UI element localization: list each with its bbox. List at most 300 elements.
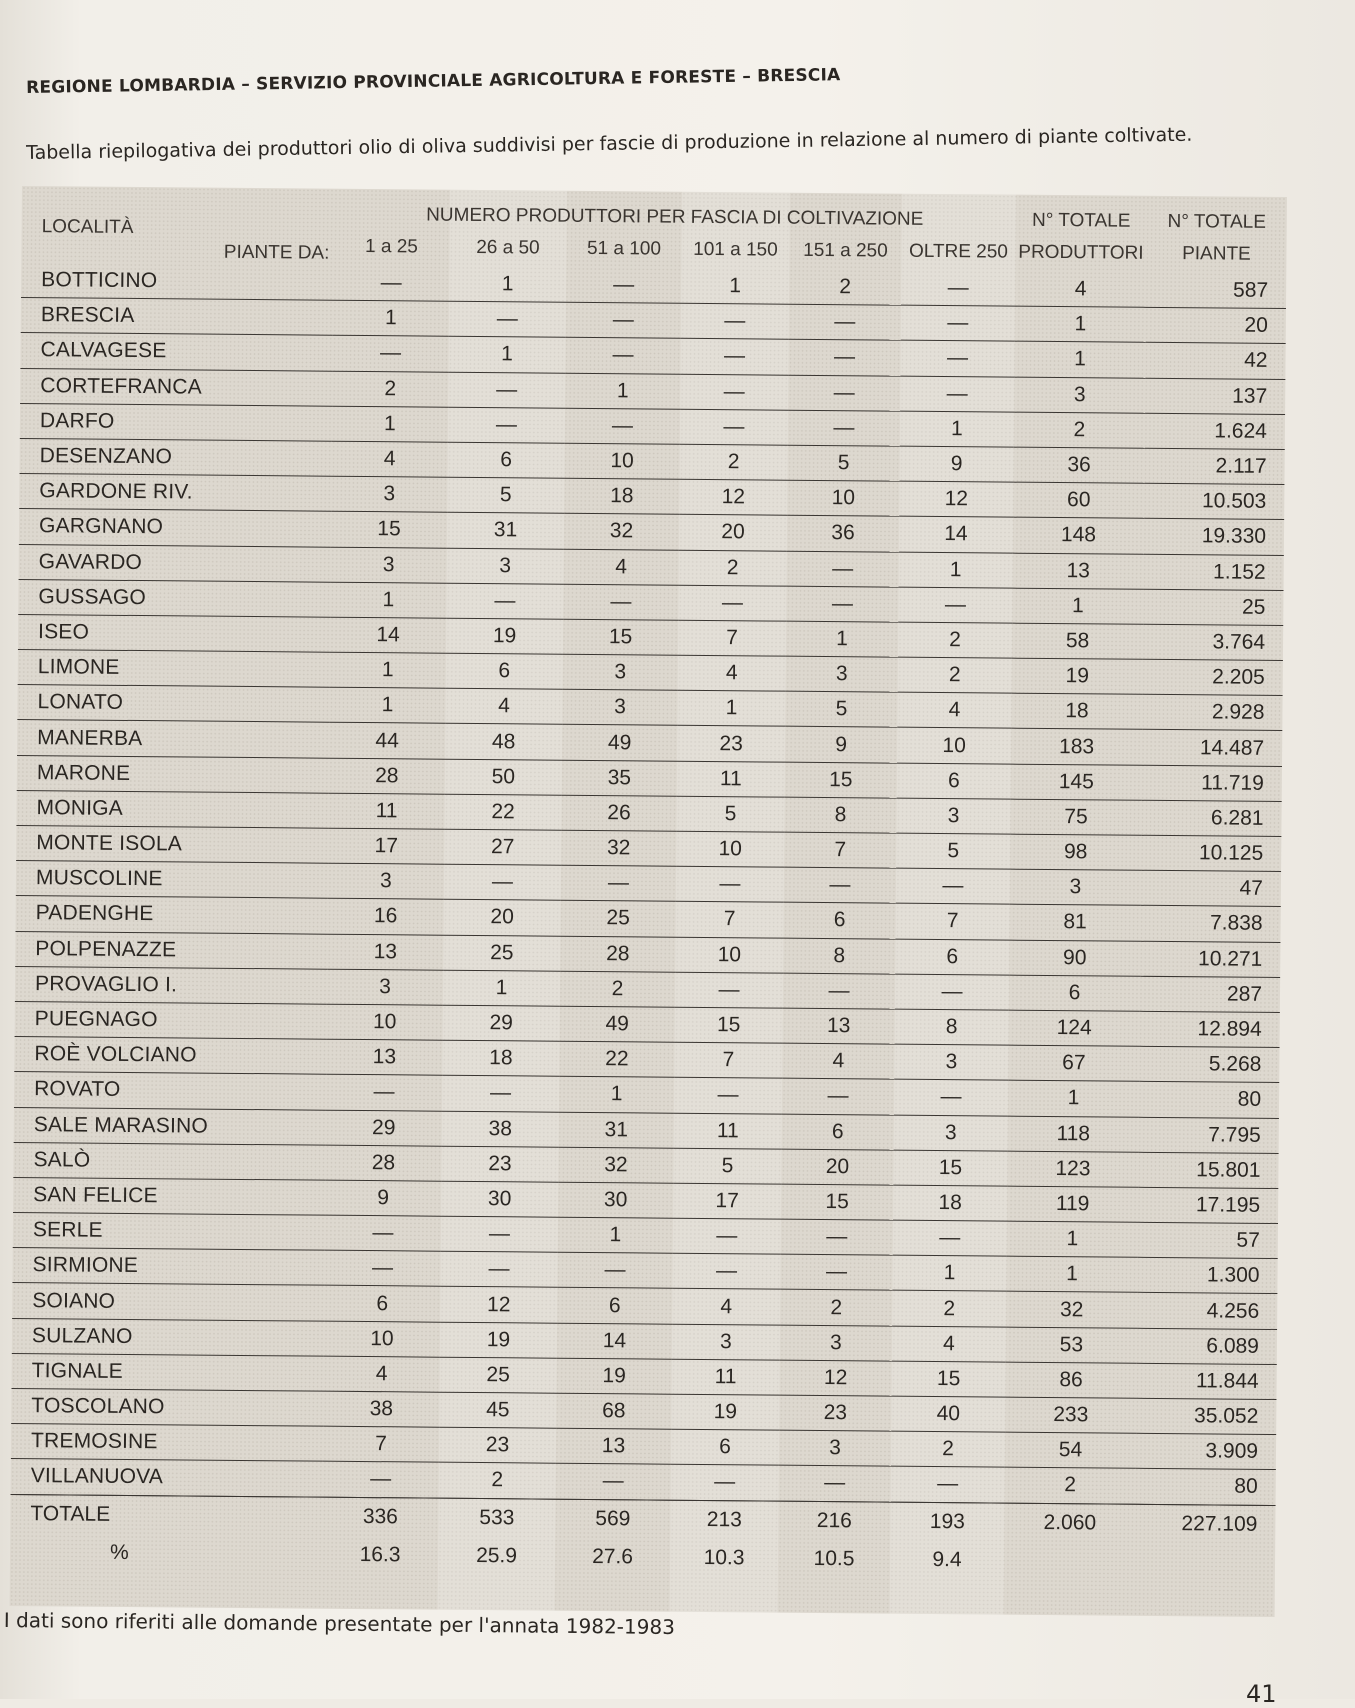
total-producers-header-2: PRODUTTORI — [1018, 241, 1144, 264]
band-header: 1 a 25 — [364, 235, 418, 258]
producers-count-cell: 1 — [330, 652, 446, 688]
percent-cell: 10.5 — [813, 1546, 855, 1570]
producers-count-cell: — — [673, 1218, 781, 1254]
producers-count-cell: 3 — [328, 863, 444, 899]
total-producers-cell: 6 — [1009, 975, 1140, 1011]
producers-count-cell: 11 — [328, 793, 444, 829]
producers-count-cell: 6 — [895, 939, 1009, 975]
producers-count-cell: 3 — [331, 547, 447, 583]
producers-count-cell: 14 — [899, 516, 1013, 552]
locality-name: SAN FELICE — [13, 1177, 325, 1215]
producers-count-cell: 31 — [447, 513, 564, 549]
producers-count-cell: 32 — [564, 514, 679, 550]
locality-name: VILLANUOVA — [11, 1459, 323, 1497]
producers-count-cell: 3 — [780, 1325, 892, 1361]
producers-count-cell: 30 — [441, 1181, 558, 1217]
producers-count-cell: 3 — [672, 1324, 780, 1360]
producers-count-cell: 3 — [562, 689, 677, 725]
locality-name: SIRMIONE — [12, 1248, 324, 1286]
total-plants-cell: 287 — [1140, 976, 1280, 1012]
producers-count-cell: 2 — [679, 550, 787, 586]
producers-count-cell: 2 — [332, 371, 448, 407]
total-plants-cell: 1.300 — [1137, 1258, 1277, 1294]
producers-count-cell: — — [446, 583, 563, 619]
producers-count-cell: — — [789, 304, 901, 340]
producers-count-cell: 23 — [677, 726, 785, 762]
producers-count-cell: 15 — [891, 1361, 1005, 1397]
total-producers-cell: 183 — [1011, 729, 1142, 765]
total-plants-cell: 12.894 — [1140, 1011, 1280, 1047]
producers-count-cell: 20 — [679, 515, 787, 551]
locality-name: DARFO — [20, 403, 332, 441]
producers-count-cell: 25 — [439, 1357, 556, 1393]
percent-label: % — [109, 1540, 129, 1564]
producers-count-cell: 28 — [560, 936, 675, 972]
band-header: 151 a 250 — [803, 239, 888, 262]
producers-count-cell: 6 — [782, 1114, 894, 1150]
producers-count-cell: — — [901, 305, 1015, 341]
locality-name: PUEGNAGO — [15, 1001, 327, 1039]
producers-count-cell: 1 — [330, 582, 446, 618]
total-plants-cell: 47 — [1141, 870, 1281, 906]
total-cell: 569 — [595, 1506, 631, 1530]
producers-count-cell: 7 — [675, 902, 783, 938]
locality-name: GAVARDO — [19, 544, 331, 582]
producers-count-cell: 19 — [446, 618, 563, 654]
producers-count-cell: 7 — [674, 1042, 782, 1078]
producers-count-cell: 1 — [332, 406, 448, 442]
producers-count-cell: 29 — [326, 1110, 442, 1146]
producers-count-cell: 32 — [561, 830, 676, 866]
localita-header: LOCALITÀ — [41, 216, 134, 238]
producers-count-cell: 15 — [675, 1007, 783, 1043]
locality-name: LIMONE — [18, 650, 330, 688]
producers-count-cell: 1 — [565, 373, 680, 409]
producers-count-cell: — — [565, 338, 680, 374]
producers-count-cell: 6 — [897, 763, 1011, 799]
localita-header-cell — [21, 186, 334, 266]
producers-count-cell: — — [900, 376, 1014, 412]
locality-name: SULZANO — [12, 1318, 324, 1356]
locality-name: ROVATO — [14, 1072, 326, 1110]
total-plants-cell: 10.125 — [1141, 835, 1281, 871]
producers-count-cell: 50 — [445, 759, 562, 795]
producers-count-cell: 45 — [439, 1392, 556, 1428]
producers-count-cell: 25 — [560, 901, 675, 937]
total-plants-cell: 3.764 — [1143, 624, 1283, 660]
producers-count-cell: 19 — [440, 1322, 557, 1358]
producers-count-cell: 22 — [444, 794, 561, 830]
total-plants-cell: 1.624 — [1145, 413, 1285, 449]
locality-name: POLPENAZZE — [15, 931, 327, 969]
percent-cell: 16.3 — [359, 1542, 401, 1566]
producers-count-cell: 1 — [449, 267, 566, 303]
producers-count-cell: — — [779, 1466, 891, 1502]
total-cell: 336 — [362, 1504, 399, 1528]
locality-name: BOTTICINO — [21, 263, 333, 300]
total-plants-cell: 17.195 — [1138, 1187, 1278, 1223]
locality-name: SALE MARASINO — [14, 1107, 326, 1145]
producers-count-cell: 1 — [892, 1255, 1006, 1291]
producers-count-cell: 2 — [439, 1463, 556, 1499]
producers-count-cell: 15 — [893, 1150, 1007, 1186]
locality-name: GARGNANO — [19, 509, 331, 547]
total-plants-cell: 2.205 — [1143, 659, 1283, 695]
locality-name: MUSCOLINE — [16, 861, 328, 899]
producers-count-cell: 3 — [331, 476, 447, 512]
producers-count-cell: 1 — [443, 970, 560, 1006]
producers-count-cell: — — [678, 585, 786, 621]
total-plants-cell: 80 — [1136, 1469, 1276, 1505]
total-producers-cell: 3 — [1014, 377, 1145, 413]
total-producers-cell: 1 — [1006, 1256, 1137, 1292]
producers-count-cell: 10 — [897, 728, 1011, 764]
producers-count-cell: 6 — [557, 1288, 672, 1324]
producers-count-cell: 2 — [560, 971, 675, 1007]
producers-count-cell: 1 — [329, 687, 445, 723]
total-producers-cell: 67 — [1008, 1045, 1139, 1081]
producers-count-cell: 30 — [558, 1182, 673, 1218]
locality-name: BRESCIA — [21, 298, 333, 336]
total-plants-cell: 10.271 — [1140, 941, 1280, 977]
producers-count-cell: 4 — [445, 688, 562, 724]
total-producers-cell: 3 — [1010, 869, 1141, 905]
producers-count-cell: — — [566, 302, 681, 338]
header-row-1 — [22, 186, 1287, 236]
producers-count-cell: 10 — [787, 480, 899, 516]
total-plants-cell: 1.152 — [1144, 554, 1284, 590]
producers-count-cell: 5 — [676, 796, 784, 832]
producers-count-cell: 32 — [558, 1147, 673, 1183]
producers-count-cell: 23 — [779, 1395, 891, 1431]
producers-count-cell: 68 — [556, 1393, 671, 1429]
producers-count-cell: 14 — [330, 617, 446, 653]
total-plants-cell: 11.719 — [1142, 765, 1282, 801]
producers-count-cell: — — [784, 867, 896, 903]
total-cell: 2.060 — [1043, 1510, 1097, 1534]
producers-count-cell: 49 — [560, 1006, 675, 1042]
producers-count-cell: 2 — [780, 1290, 892, 1326]
total-cell: 193 — [929, 1509, 965, 1533]
total-producers-cell: 1 — [1012, 588, 1143, 624]
producers-count-cell: — — [896, 868, 1010, 904]
locality-name: TIGNALE — [12, 1353, 324, 1391]
total-producers-cell: 1 — [1008, 1080, 1139, 1116]
total-producers-cell: 81 — [1009, 905, 1140, 941]
producers-count-cell: 13 — [783, 1008, 895, 1044]
total-plants-cell: 6.281 — [1141, 800, 1281, 836]
total-producers-cell: 19 — [1012, 658, 1143, 694]
producers-count-cell: 28 — [325, 1145, 441, 1181]
producers-count-cell: — — [674, 1078, 782, 1114]
producers-count-cell: 2 — [789, 270, 901, 306]
locality-name: PROVAGLIO I. — [15, 966, 327, 1004]
producers-count-cell: — — [448, 372, 565, 408]
producers-count-cell: — — [898, 587, 1012, 623]
producers-count-cell: 40 — [891, 1396, 1005, 1432]
total-producers-cell: 13 — [1013, 553, 1144, 589]
producers-count-cell: 1 — [900, 411, 1014, 447]
table-footer — [10, 1494, 1276, 1582]
total-plants-cell: 11.844 — [1136, 1363, 1276, 1399]
total-plants-cell: 25 — [1143, 589, 1283, 625]
total-producers-cell: 98 — [1010, 834, 1141, 870]
total-plants-header-2: PIANTE — [1182, 243, 1251, 265]
total-cell: 213 — [706, 1507, 743, 1531]
producers-count-cell: 5 — [447, 477, 564, 513]
total-plants-cell: 5.268 — [1139, 1046, 1279, 1082]
locality-name: ISEO — [18, 614, 330, 652]
producers-count-cell: 3 — [563, 654, 678, 690]
producers-count-cell: 18 — [893, 1185, 1007, 1221]
total-plants-cell: 7.795 — [1139, 1117, 1279, 1153]
producers-count-cell: — — [786, 586, 898, 622]
producers-count-cell: — — [675, 972, 783, 1008]
producers-count-cell: 19 — [556, 1358, 671, 1394]
table-body — [11, 263, 1287, 1505]
percent-cell — [1135, 1542, 1275, 1581]
locality-name: MARONE — [17, 755, 329, 793]
producers-count-cell: 15 — [563, 619, 678, 655]
total-producers-cell: 58 — [1012, 623, 1143, 659]
producers-count-cell: 8 — [784, 797, 896, 833]
producers-count-cell: 1 — [558, 1217, 673, 1253]
total-producers-cell: 2 — [1005, 1468, 1136, 1504]
producers-count-cell: — — [566, 268, 681, 304]
producers-count-cell: — — [782, 1078, 894, 1114]
producers-count-cell: 49 — [562, 725, 677, 761]
producers-count-cell: 4 — [331, 441, 447, 477]
producers-count-cell: 17 — [328, 828, 444, 864]
total-plants-header-1: N° TOTALE — [1167, 210, 1267, 233]
total-producers-cell: 2 — [1014, 412, 1145, 448]
producers-count-cell: 5 — [896, 833, 1010, 869]
producers-count-cell: — — [893, 1220, 1007, 1256]
producers-count-cell: 4 — [897, 692, 1011, 728]
total-producers-cell: 36 — [1013, 447, 1144, 483]
locality-name: DESENZANO — [19, 438, 331, 476]
producers-table — [10, 186, 1287, 1582]
percent-cell: 27.6 — [592, 1544, 634, 1568]
producers-count-cell: — — [780, 1254, 892, 1290]
producers-count-cell: — — [672, 1253, 780, 1289]
producers-count-cell: — — [325, 1215, 441, 1251]
total-plants-cell: 80 — [1139, 1082, 1279, 1118]
producers-count-cell: — — [563, 584, 678, 620]
producers-count-cell: 6 — [324, 1286, 440, 1322]
producers-count-cell: — — [783, 973, 895, 1009]
producers-count-cell: 16 — [327, 899, 443, 935]
total-producers-cell: 145 — [1011, 764, 1142, 800]
producers-count-cell: 3 — [327, 969, 443, 1005]
total-producers-cell: 1 — [1015, 306, 1146, 342]
producers-count-cell: 6 — [783, 903, 895, 939]
total-producers-cell: 148 — [1013, 517, 1144, 553]
total-cell: 216 — [816, 1508, 853, 1532]
band-header: OLTRE 250 — [908, 240, 1009, 263]
producers-count-cell: 20 — [443, 900, 560, 936]
total-cell: 533 — [479, 1505, 515, 1529]
producers-count-cell: 10 — [564, 443, 679, 479]
producers-count-cell: 15 — [785, 762, 897, 798]
producers-count-cell: 10 — [675, 937, 783, 973]
locality-name: ROÈ VOLCIANO — [14, 1037, 326, 1075]
locality-name: SALÒ — [13, 1142, 325, 1180]
producers-count-cell: 4 — [672, 1289, 780, 1325]
producers-count-cell: 19 — [671, 1394, 779, 1430]
producers-count-cell: 10 — [327, 1004, 443, 1040]
total-producers-header-1: N° TOTALE — [1031, 209, 1131, 232]
producers-count-cell: 1 — [786, 621, 898, 657]
producers-count-cell: — — [565, 408, 680, 444]
producers-count-cell: 36 — [787, 516, 899, 552]
total-producers-cell: 32 — [1006, 1292, 1137, 1328]
producers-count-cell: — — [442, 1076, 559, 1112]
total-plants-cell: 15.801 — [1138, 1152, 1278, 1188]
producers-count-cell: — — [441, 1216, 558, 1252]
producers-count-cell: — — [891, 1467, 1005, 1503]
locality-name: MONIGA — [16, 790, 328, 828]
producers-count-cell: 48 — [445, 724, 562, 760]
total-plants-cell: 6.089 — [1137, 1328, 1277, 1364]
total-plants-cell: 35.052 — [1136, 1398, 1276, 1434]
producers-count-cell: — — [323, 1462, 439, 1498]
total-plants-cell: 42 — [1145, 343, 1285, 379]
summary-table-wrapper — [10, 186, 1287, 1582]
total-plants-cell: 7.838 — [1140, 906, 1280, 942]
producers-count-cell: — — [332, 336, 448, 372]
total-producers-cell: 60 — [1013, 482, 1144, 518]
total-plants-cell: 19.330 — [1144, 519, 1284, 555]
producers-count-cell: 13 — [556, 1428, 671, 1464]
producers-count-cell: 13 — [327, 934, 443, 970]
producers-count-cell: 3 — [786, 656, 898, 692]
producers-count-cell: — — [901, 271, 1015, 307]
producers-count-cell: — — [440, 1251, 557, 1287]
producers-count-cell: 2 — [898, 622, 1012, 658]
page-number: 41 — [1246, 1680, 1277, 1708]
percent-cell: 10.3 — [703, 1545, 745, 1569]
producers-count-cell: 23 — [441, 1146, 558, 1182]
locality-name: TOSCOLANO — [11, 1388, 323, 1426]
producers-count-cell: — — [680, 339, 788, 375]
producers-count-cell: — — [680, 374, 788, 410]
total-producers-cell: 18 — [1011, 693, 1142, 729]
total-producers-cell: 4 — [1015, 272, 1146, 308]
producers-count-cell: — — [671, 1465, 779, 1501]
producers-count-cell: 9 — [899, 446, 1013, 482]
producers-count-cell: 2 — [892, 1291, 1006, 1327]
producers-count-cell: 26 — [561, 795, 676, 831]
producers-count-cell: 44 — [329, 723, 445, 759]
percent-cell: 25.9 — [476, 1543, 518, 1567]
producers-count-cell: 3 — [894, 1044, 1008, 1080]
producers-count-cell: 31 — [559, 1112, 674, 1148]
total-producers-cell: 86 — [1005, 1362, 1136, 1398]
locality-name: MANERBA — [17, 720, 329, 758]
producers-count-cell: — — [781, 1219, 893, 1255]
producers-count-cell: 11 — [671, 1359, 779, 1395]
total-producers-cell: 54 — [1005, 1432, 1136, 1468]
producers-count-cell: — — [787, 551, 899, 587]
producers-count-cell: — — [894, 1079, 1008, 1115]
producers-count-cell: 17 — [673, 1183, 781, 1219]
producers-count-cell: 3 — [896, 798, 1010, 834]
total-producers-cell: 1 — [1007, 1221, 1138, 1257]
producers-count-cell: 6 — [446, 653, 563, 689]
producers-count-cell: — — [895, 974, 1009, 1010]
locality-name: PADENGHE — [15, 896, 327, 934]
producers-count-cell: — — [444, 864, 561, 900]
locality-name: GARDONE RIV. — [19, 474, 331, 512]
producers-count-cell: — — [676, 866, 784, 902]
total-plants-cell: 14.487 — [1142, 730, 1282, 766]
producers-count-cell: 8 — [895, 1009, 1009, 1045]
total-plants-cell: 3.909 — [1136, 1433, 1276, 1469]
producers-count-cell: 15 — [331, 512, 447, 548]
total-plants-cell: 137 — [1145, 378, 1285, 414]
producers-count-cell: — — [448, 407, 565, 443]
producers-count-cell: 3 — [779, 1430, 891, 1466]
producers-count-cell: 2 — [898, 657, 1012, 693]
total-plants-cell: 2.117 — [1144, 448, 1284, 484]
producers-count-cell: — — [561, 865, 676, 901]
producers-count-cell: 5 — [785, 691, 897, 727]
producers-count-cell: 18 — [564, 478, 679, 514]
total-plants-cell: 587 — [1146, 273, 1286, 309]
piante-da-label: PIANTE DA: — [223, 241, 330, 264]
band-header: 51 a 100 — [586, 237, 662, 260]
producers-count-cell: 1 — [899, 552, 1013, 588]
locality-name: CALVAGESE — [20, 333, 332, 371]
producers-count-cell: 4 — [678, 655, 786, 691]
producers-count-cell: 2 — [891, 1431, 1005, 1467]
band-header: 101 a 150 — [693, 238, 778, 261]
producers-count-cell: 1 — [559, 1077, 674, 1113]
producers-count-cell: 7 — [784, 832, 896, 868]
band-header: 26 a 50 — [476, 236, 540, 259]
locality-name: SERLE — [13, 1213, 325, 1251]
producers-count-cell: 6 — [671, 1429, 779, 1465]
producers-count-cell: 20 — [781, 1149, 893, 1185]
producers-count-cell: 27 — [444, 829, 561, 865]
producers-count-cell: 5 — [673, 1148, 781, 1184]
footnote: I dati sono riferiti alle domande presentate per l'annata 1982-1983 — [3, 1608, 676, 1640]
locality-name: GUSSAGO — [18, 579, 330, 617]
producers-count-cell: 1 — [681, 269, 789, 305]
total-label: TOTALE — [30, 1501, 111, 1526]
percent-cell — [1004, 1541, 1135, 1580]
producers-count-cell: 8 — [783, 938, 895, 974]
total-producers-cell: 53 — [1006, 1327, 1137, 1363]
producers-count-cell: 7 — [678, 620, 786, 656]
locality-name: SOIANO — [12, 1283, 324, 1321]
producers-count-cell: — — [681, 303, 789, 339]
producers-count-cell: 11 — [677, 761, 785, 797]
producers-count-cell: 3 — [447, 548, 564, 584]
producers-count-cell: — — [900, 341, 1014, 377]
total-plants-cell: 4.256 — [1137, 1293, 1277, 1329]
producers-count-cell: 25 — [443, 935, 560, 971]
producers-count-cell: — — [680, 409, 788, 445]
producers-count-cell: 1 — [677, 690, 785, 726]
locality-name: TREMOSINE — [11, 1424, 323, 1462]
producers-count-cell: 1 — [448, 337, 565, 373]
total-plants-cell: 20 — [1146, 308, 1286, 344]
producers-count-cell: — — [788, 410, 900, 446]
producers-count-cell: 12 — [779, 1360, 891, 1396]
total-producers-cell: 123 — [1007, 1151, 1138, 1187]
